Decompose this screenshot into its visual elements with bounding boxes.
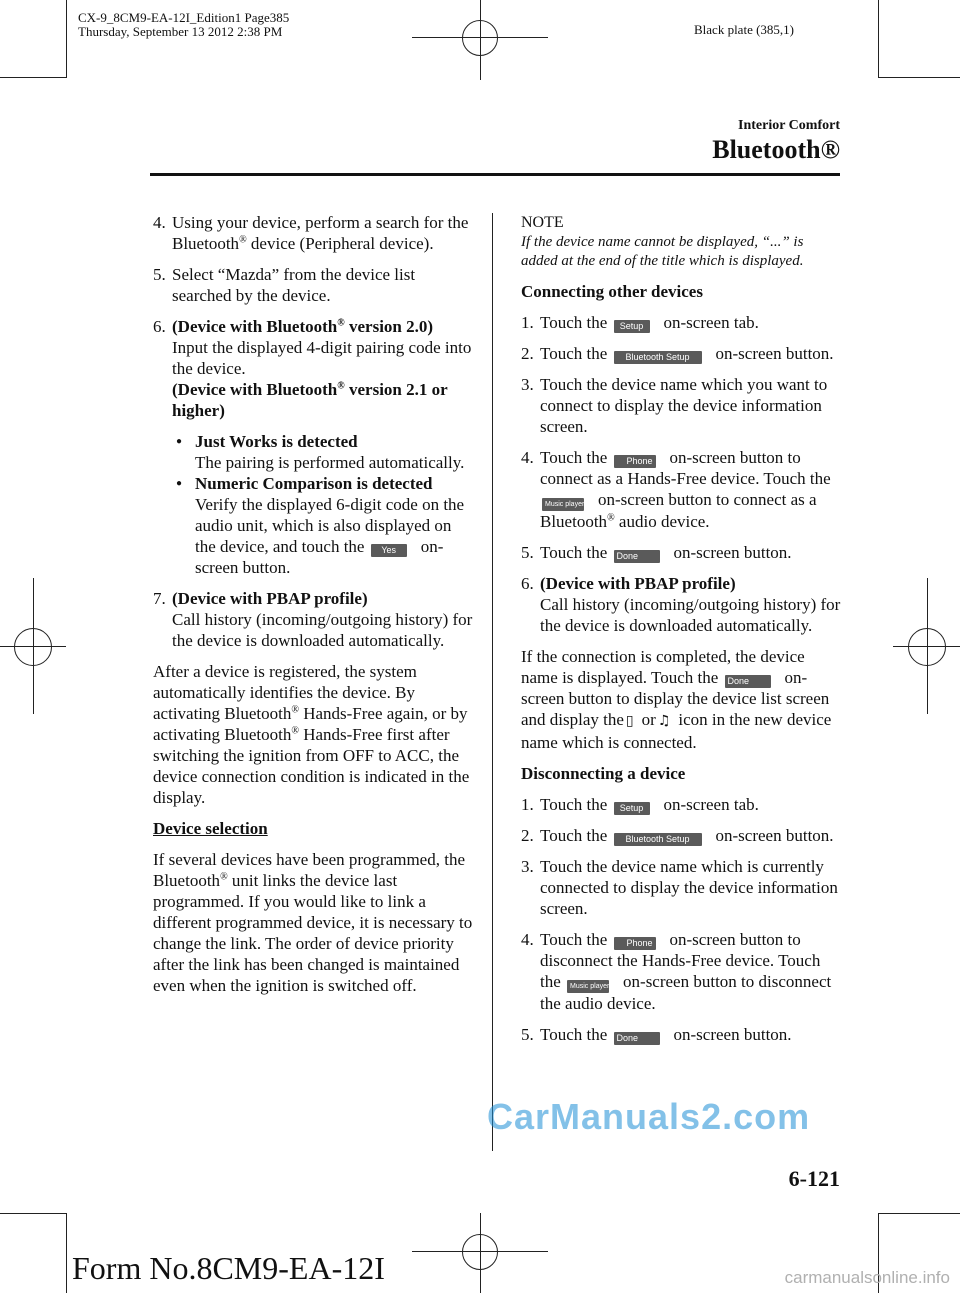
step-6: 6. (Device with Bluetooth® version 2.0) Input the displayed 4-digit pairing code into the device. (Device with Bluetooth® version 2.1 or higher) ● Just Works is detected The pairing is performed automatically. ● Numeric Comparison is detected Verify the displayed 6-digit code on the audio unit, which is also displayed on the device, and touch the Yes on-screen button.	[153, 316, 475, 578]
step-4: 4. Using your device, perform a search for the Bluetooth® device (Peripheral device).	[153, 213, 469, 253]
connect-step-2: 2. Touch the Bluetooth Setup on-screen button.	[521, 344, 834, 363]
connect-step-1: 1. Touch the Setup on-screen tab.	[521, 313, 759, 332]
site-watermark: carmanualsonline.info	[784, 1268, 950, 1287]
form-number: Form No.8CM9-EA-12I	[72, 1250, 385, 1286]
doc-date: Thursday, September 13 2012 2:38 PM	[78, 24, 283, 39]
bullet-numeric: ● Numeric Comparison is detected Verify the displayed 6-digit code on the audio unit, which is also displayed on the device, and touch the Yes on-screen button.	[176, 474, 465, 577]
music-icon: ♫	[657, 713, 671, 729]
left-column	[153, 212, 475, 1006]
plate-label: Black plate (385,1)	[694, 22, 794, 37]
step-5: 5. Select “Mazda” from the device list searched by the device.	[153, 265, 416, 305]
phone-button-icon: Phone	[614, 455, 656, 468]
crop-mark	[66, 0, 67, 78]
disconnect-step-3: 3. Touch the device name which is currently connected to display the device information screen.	[521, 857, 838, 918]
music-player-button-icon: Music player	[567, 980, 609, 993]
crop-mark	[14, 628, 52, 666]
bullet-just-works: ● Just Works is detected The pairing is performed automatically.	[176, 432, 465, 472]
disconnect-step-5: 5. Touch the Done on-screen button.	[521, 1025, 792, 1044]
doc-reference: CX-9_8CM9-EA-12I_Edition1 Page385	[78, 10, 290, 25]
device-selection-heading: Device selection	[153, 819, 268, 838]
crop-mark	[462, 20, 498, 56]
header-rule	[150, 173, 840, 176]
crop-mark	[878, 1213, 960, 1214]
note-text: If the device name cannot be displayed, “...” is added at the end of the title which is displayed.	[521, 234, 804, 269]
section-title: Interior Comfort	[738, 118, 840, 133]
page-number: 6-121	[788, 1166, 840, 1191]
crop-mark	[0, 77, 66, 78]
chapter-title: Bluetooth®	[712, 135, 840, 164]
done-button-icon: Done	[614, 550, 660, 563]
crop-mark	[878, 0, 879, 78]
disconnect-step-1: 1. Touch the Setup on-screen tab.	[521, 795, 759, 814]
selection-paragraph: If several devices have been programmed, the Bluetooth® unit links the device last programmed. If you would like to link a different programmed device, it is necessary to change the link. The order of device priority after the link has been changed is maintained even when the ignition is switched off.	[153, 850, 473, 995]
disconnect-step-4: 4. Touch the Phone on-screen button to disconnect the Hands-Free device. Touch the Music player on-screen button to disconnect the audio device.	[521, 930, 832, 1013]
done-button-icon: Done	[614, 1032, 660, 1045]
music-player-button-icon: Music player	[542, 498, 584, 511]
disconnecting-heading: Disconnecting a device	[521, 764, 686, 783]
connecting-heading: Connecting other devices	[521, 282, 703, 301]
crop-mark	[66, 1213, 67, 1293]
done-button-icon: Done	[725, 675, 771, 688]
bluetooth-setup-button-icon: Bluetooth Setup	[614, 351, 702, 364]
bluetooth-setup-button-icon: Bluetooth Setup	[614, 833, 702, 846]
right-column	[521, 212, 843, 1055]
yes-button-icon: Yes	[371, 544, 407, 557]
setup-tab-icon: Setup	[614, 320, 650, 333]
registration-paragraph: After a device is registered, the system automatically identifies the device. By activating Bluetooth® Hands-Free again, or by activating Bluetooth® Hands-Free first after switching the ignition from OFF to ACC, the device connection condition is indicated in the display.	[153, 662, 470, 807]
phone-button-icon: Phone	[614, 937, 656, 950]
crop-mark	[878, 77, 960, 78]
setup-tab-icon: Setup	[614, 802, 650, 815]
note-label: NOTE	[521, 214, 564, 231]
column-divider	[492, 213, 493, 1151]
connect-step-4: 4. Touch the Phone on-screen button to connect as a Hands-Free device. Touch the Music player on-screen button to connect as a Bluetooth® audio device.	[521, 448, 831, 531]
phone-icon: ▯	[625, 713, 634, 729]
disconnect-step-2: 2. Touch the Bluetooth Setup on-screen button.	[521, 826, 834, 845]
step-7: 7. (Device with PBAP profile) Call history (incoming/outgoing history) for the device is downloaded automatically.	[153, 589, 473, 650]
crop-mark	[462, 1234, 498, 1270]
connection-paragraph: If the connection is completed, the device name is displayed. Touch the Done on-screen button to display the device list screen and display the ▯ or ♫ icon in the new device name which is connected.	[521, 647, 832, 752]
connect-step-6: 6. (Device with PBAP profile) Call history (incoming/outgoing history) for the device is downloaded automatically.	[521, 574, 841, 635]
crop-mark	[0, 1213, 66, 1214]
connect-step-3: 3. Touch the device name which you want to connect to display the device information screen.	[521, 375, 828, 436]
watermark: CarManuals2.com	[487, 1096, 811, 1137]
crop-mark	[908, 628, 946, 666]
connect-step-5: 5. Touch the Done on-screen button.	[521, 543, 792, 562]
